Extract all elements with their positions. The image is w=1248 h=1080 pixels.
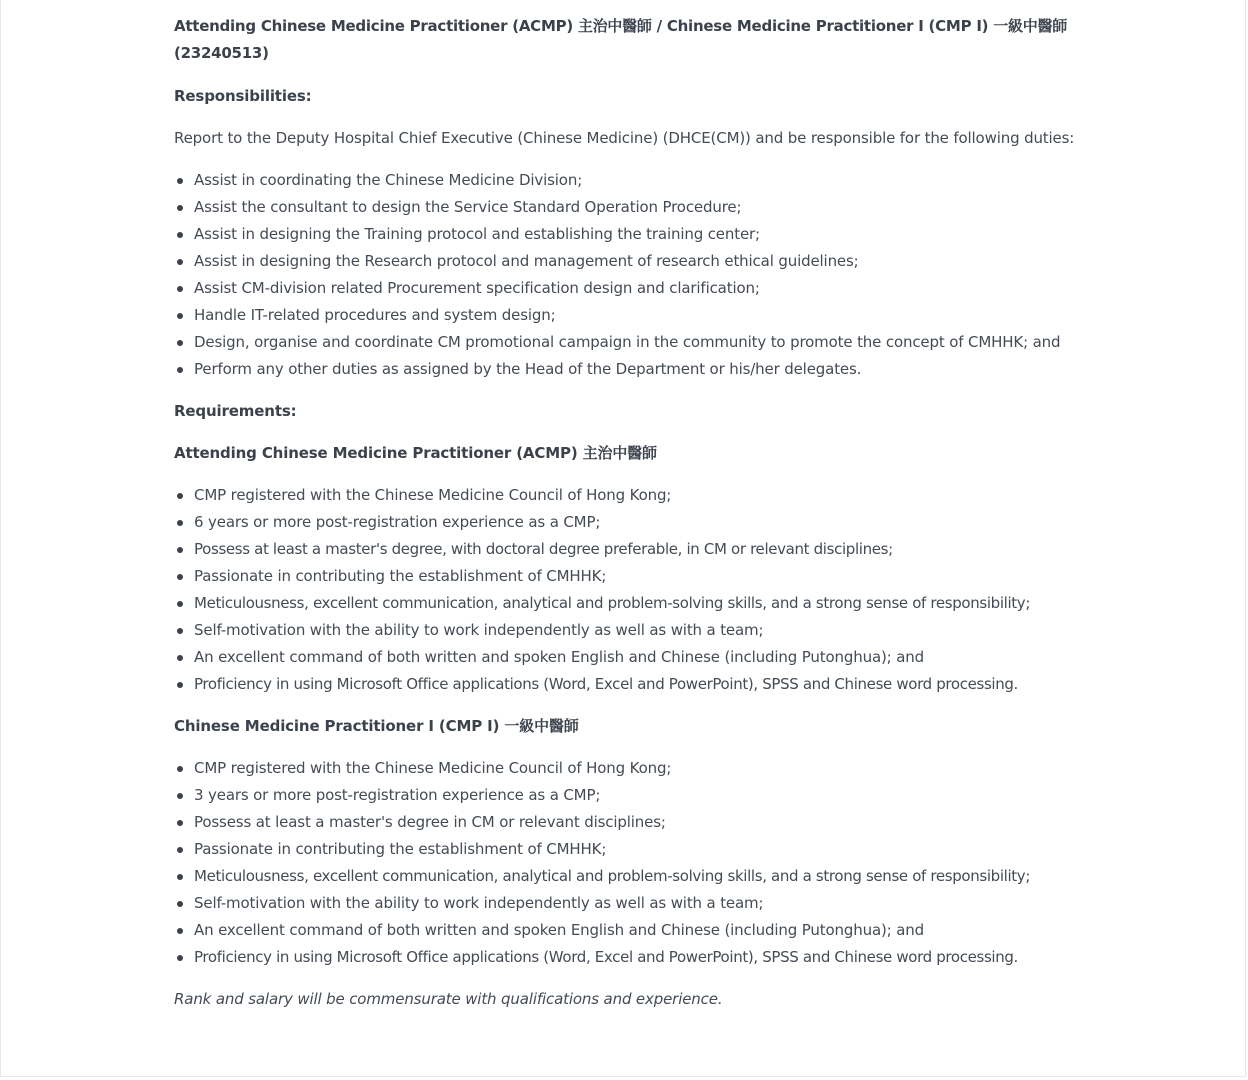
list-item: Self-motivation with the ability to work independently as well as with a team;	[174, 890, 1079, 917]
list-item: An excellent command of both written and spoken English and Chinese (including Putonghua); and	[174, 644, 1079, 671]
list-item: CMP registered with the Chinese Medicine Council of Hong Kong;	[174, 755, 1079, 782]
acmp-requirements-heading: Attending Chinese Medicine Practitioner (ACMP) 主治中醫師	[174, 444, 657, 462]
responsibilities-intro: Report to the Deputy Hospital Chief Executive (Chinese Medicine) (DHCE(CM)) and be responsible for the following duties:	[174, 129, 1075, 147]
list-item: CMP registered with the Chinese Medicine Council of Hong Kong;	[174, 482, 1079, 509]
requirements-heading: Requirements:	[174, 402, 297, 420]
list-item: Design, organise and coordinate CM promotional campaign in the community to promote the concept of CMHHK; and	[174, 329, 1079, 356]
list-item: Passionate in contributing the establishment of CMHHK;	[174, 563, 1079, 590]
list-item: Meticulousness, excellent communication, analytical and problem-solving skills, and a strong sense of responsibility;	[174, 590, 1079, 617]
list-item: Self-motivation with the ability to work independently as well as with a team;	[174, 617, 1079, 644]
list-item: Meticulousness, excellent communication, analytical and problem-solving skills, and a strong sense of responsibility;	[174, 863, 1079, 890]
responsibilities-heading: Responsibilities:	[174, 87, 312, 105]
list-item: Assist in designing the Training protocol and establishing the training center;	[174, 221, 1079, 248]
list-item: Possess at least a master's degree, with doctoral degree preferable, in CM or relevant disciplines;	[174, 536, 1079, 563]
list-item: Handle IT-related procedures and system design;	[174, 302, 1079, 329]
list-item: Proficiency in using Microsoft Office applications (Word, Excel and PowerPoint), SPSS and Chinese word processing.	[174, 944, 1079, 971]
list-item: Proficiency in using Microsoft Office applications (Word, Excel and PowerPoint), SPSS and Chinese word processing.	[174, 671, 1079, 698]
cmp1-requirements-heading: Chinese Medicine Practitioner I (CMP I) 一級中醫師	[174, 717, 579, 735]
job-title: Attending Chinese Medicine Practitioner (ACMP) 主治中醫師 / Chinese Medicine Practitioner I (CMP I) 一級中醫師 (23240513)	[174, 17, 1067, 62]
list-item: Possess at least a master's degree in CM or relevant disciplines;	[174, 809, 1079, 836]
list-item: Passionate in contributing the establishment of CMHHK;	[174, 836, 1079, 863]
list-item: Perform any other duties as assigned by the Head of the Department or his/her delegates.	[174, 356, 1079, 383]
cmp1-requirements-list	[174, 755, 1079, 971]
list-item: An excellent command of both written and spoken English and Chinese (including Putonghua); and	[174, 917, 1079, 944]
list-item: 3 years or more post-registration experience as a CMP;	[174, 782, 1079, 809]
closing-note: Rank and salary will be commensurate with qualifications and experience.	[174, 990, 723, 1008]
responsibilities-list	[174, 167, 1079, 383]
list-item: Assist in coordinating the Chinese Medicine Division;	[174, 167, 1079, 194]
list-item: Assist the consultant to design the Service Standard Operation Procedure;	[174, 194, 1079, 221]
list-item: Assist CM-division related Procurement specification design and clarification;	[174, 275, 1079, 302]
list-item: Assist in designing the Research protocol and management of research ethical guidelines;	[174, 248, 1079, 275]
acmp-requirements-list	[174, 482, 1079, 698]
job-posting-content	[174, 13, 1079, 1013]
list-item: 6 years or more post-registration experience as a CMP;	[174, 509, 1079, 536]
